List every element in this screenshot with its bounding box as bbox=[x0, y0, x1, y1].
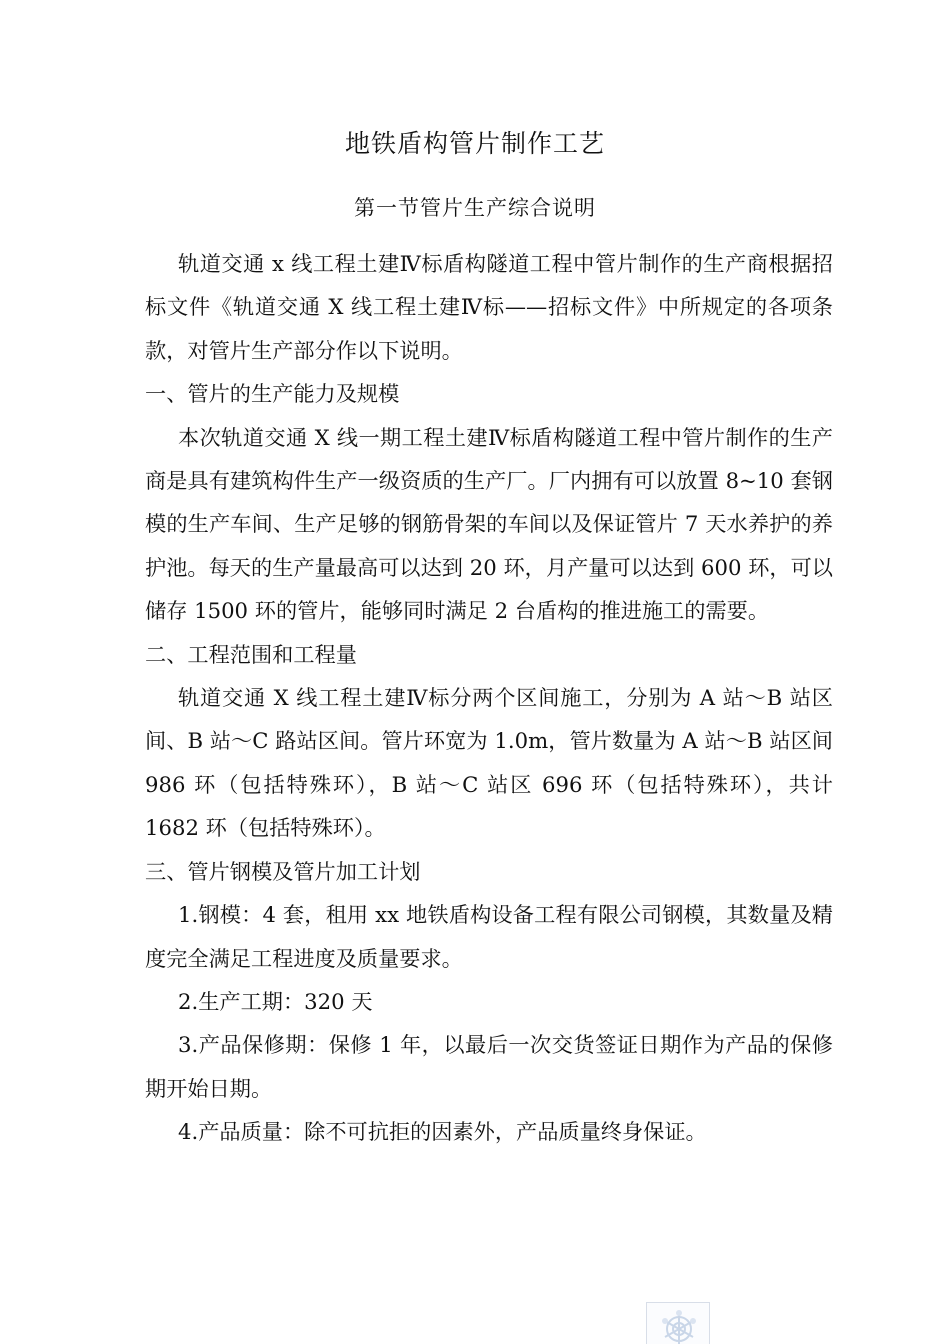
heading-production-capacity: 一、管片的生产能力及规模 bbox=[145, 381, 400, 407]
document-body bbox=[145, 242, 833, 1154]
mold-item: 1.钢模：4 套，租用 xx 地铁盾构设备工程有限公司钢模，其数量及精度完全满足工程进度及质量要求。 bbox=[145, 902, 833, 971]
document-title: 地铁盾构管片制作工艺 bbox=[344, 129, 605, 158]
production-capacity-paragraph: 本次轨道交通 X 线一期工程土建Ⅳ标盾构隧道工程中管片制作的生产商是具有建筑构件生产一级资质的生产厂。厂内拥有可以放置 8~10 套钢模的生产车间、生产足够的钢筋骨架的车间以及保证管片 7 天水养护的养护池。每天的生产量最高可以达到 20 环，月产量可以达到 600 环，可以储存 1500 环的管片，能够同时满足 2 台盾构的推进施工的需要。 bbox=[145, 424, 833, 624]
heading-mold-plan: 三、管片钢模及管片加工计划 bbox=[145, 858, 421, 884]
schedule-item: 2.生产工期：320 天 bbox=[178, 988, 373, 1014]
quality-item: 4.产品质量：除不可抗拒的因素外，产品质量终身保证。 bbox=[178, 1119, 707, 1145]
heading-project-scope: 二、工程范围和工程量 bbox=[145, 641, 357, 667]
warranty-item: 3.产品保修期：保修 1 年，以最后一次交货签证日期作为产品的保修期开始日期。 bbox=[145, 1032, 833, 1101]
watermark-logo bbox=[646, 1302, 710, 1344]
intro-paragraph: 轨道交通 x 线工程土建Ⅳ标盾构隧道工程中管片制作的生产商根据招标文件《轨道交通 X 线工程土建Ⅳ标——招标文件》中所规定的各项条款，对管片生产部分作以下说明。 bbox=[145, 251, 833, 363]
section-title: 第一节管片生产综合说明 bbox=[354, 196, 596, 220]
project-scope-paragraph: 轨道交通 X 线工程土建Ⅳ标分两个区间施工，分别为 A 站～B 站区间、B 站～C 路站区间。管片环宽为 1.0m，管片数量为 A 站～B 站区间 986 环（包括特殊环），B 站～C 站区 696 环（包括特殊环），共计 1682 环（包括特殊环）。 bbox=[145, 685, 833, 841]
watermark-snowflake-icon bbox=[647, 1303, 710, 1344]
